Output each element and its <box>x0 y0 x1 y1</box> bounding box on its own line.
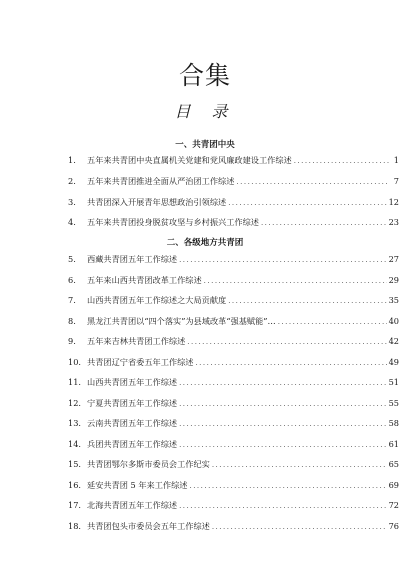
toc-entry-title: 延安共青团 5 年来工作综述 <box>87 480 188 490</box>
toc-entry-title: 黑龙江共青团以“四个落实”为县域改革“强基赋能”… <box>87 316 276 326</box>
toc-entry[interactable] <box>68 356 399 368</box>
toc-entry[interactable] <box>68 196 399 208</box>
toc-entry-number: 18. <box>68 521 82 531</box>
dot-leader <box>212 459 387 470</box>
dot-leader <box>179 439 387 450</box>
toc-entry-page: 69 <box>388 480 399 490</box>
toc-entry-page: 51 <box>388 377 399 387</box>
toc-entry-title: 兵团共青团五年工作综述 <box>87 439 178 449</box>
dot-leader <box>179 500 387 511</box>
toc-entry[interactable] <box>68 376 399 388</box>
toc-entry[interactable] <box>68 438 399 450</box>
toc-entry[interactable] <box>68 335 399 347</box>
toc-entry[interactable] <box>68 175 399 187</box>
toc-entry-page: 42 <box>388 336 399 346</box>
toc-entry-page: 27 <box>388 254 399 264</box>
toc-entry-page: 55 <box>388 398 399 408</box>
toc-entry-number: 4. <box>68 217 76 227</box>
toc-entry[interactable] <box>68 499 399 511</box>
toc-entry[interactable] <box>68 154 399 166</box>
dot-leader <box>294 155 389 166</box>
toc-entry-title: 云南共青团五年工作综述 <box>87 418 178 428</box>
toc-entry-page: 61 <box>388 439 399 449</box>
toc-entry[interactable] <box>68 520 399 532</box>
toc-entry-number: 13. <box>68 418 82 428</box>
toc-entry[interactable] <box>68 417 399 429</box>
toc-entry-title: 北海共青团五年工作综述 <box>87 500 178 510</box>
toc-entry-page: 1 <box>393 155 399 165</box>
dot-leader <box>179 254 387 265</box>
toc-entry-title: 五年来共青团投身脱贫攻坚与乡村振兴工作综述 <box>87 217 259 227</box>
toc-entry-number: 11. <box>68 377 82 387</box>
section-heading-local: 二、各级地方共青团 <box>166 238 244 248</box>
toc-entry-number: 10. <box>68 357 82 367</box>
toc-entry-number: 5. <box>68 254 76 264</box>
toc-entry[interactable] <box>68 253 399 265</box>
toc-entry[interactable] <box>68 216 399 228</box>
toc-entry-title: 山西共青团五年工作综述 <box>87 377 178 387</box>
dot-leader <box>189 480 386 491</box>
dot-leader <box>179 398 387 409</box>
toc-entry-number: 7. <box>68 295 76 305</box>
toc-entry[interactable] <box>68 274 399 286</box>
toc-entry-number: 8. <box>68 316 76 326</box>
dot-leader <box>204 275 387 286</box>
toc-entry-page: 72 <box>388 500 399 510</box>
toc-entry-number: 9. <box>68 336 76 346</box>
dot-leader <box>278 316 387 327</box>
toc-entry-title: 山西共青团五年工作综述之大局贡献度 <box>87 295 227 305</box>
toc-entry-title: 共青团辽宁省委五年工作综述 <box>87 357 194 367</box>
toc-entry-title: 五年来共青团推进全面从严治团工作综述 <box>87 176 235 186</box>
dot-leader <box>187 336 386 347</box>
toc-entry-number: 1. <box>68 155 76 165</box>
toc-entry-page: 29 <box>388 275 399 285</box>
toc-entry-title: 西藏共青团五年工作综述 <box>87 254 178 264</box>
toc-entry-page: 12 <box>388 197 399 207</box>
toc-entry-number: 15. <box>68 459 82 469</box>
dot-leader <box>228 197 386 208</box>
toc-entry-title: 五年来共青团中央直属机关党建和党风廉政建设工作综述 <box>87 155 292 165</box>
toc-entry-number: 12. <box>68 398 82 408</box>
toc-entry-title: 五年来山西共青团改革工作综述 <box>87 275 202 285</box>
dot-leader <box>236 176 389 187</box>
toc-entry-page: 40 <box>388 316 399 326</box>
toc-entry-page: 35 <box>388 295 399 305</box>
toc-entry[interactable] <box>68 397 399 409</box>
toc-entry-number: 17. <box>68 500 82 510</box>
toc-entry-page: 7 <box>393 176 399 186</box>
toc-entry-number: 6. <box>68 275 76 285</box>
toc-heading: 目 录 <box>174 102 236 121</box>
toc-entry[interactable] <box>68 479 399 491</box>
toc-entry-title: 共青团深入开展青年思想政治引领综述 <box>87 197 227 207</box>
toc-entry-title: 五年来吉林共青团工作综述 <box>87 336 186 346</box>
section-heading-central: 一、共青团中央 <box>175 140 235 150</box>
toc-entry[interactable] <box>68 458 399 470</box>
toc-entry-number: 14. <box>68 439 82 449</box>
dot-leader <box>261 217 387 228</box>
toc-entry-page: 23 <box>388 217 399 227</box>
dot-leader <box>179 377 387 388</box>
toc-entry-number: 16. <box>68 480 82 490</box>
toc-entry-page: 65 <box>388 459 399 469</box>
toc-entry[interactable] <box>68 294 399 306</box>
dot-leader <box>179 418 387 429</box>
toc-entry[interactable] <box>68 315 399 327</box>
dot-leader <box>212 521 387 532</box>
toc-entry-page: 58 <box>388 418 399 428</box>
dot-leader <box>195 357 386 368</box>
toc-entry-title: 共青团包头市委员会五年工作综述 <box>87 521 210 531</box>
toc-entry-number: 2. <box>68 176 76 186</box>
toc-entry-title: 共青团鄂尔多斯市委员会工作纪实 <box>87 459 210 469</box>
toc-entry-number: 3. <box>68 197 76 207</box>
toc-entry-page: 49 <box>388 357 399 367</box>
document-title: 合集 <box>178 61 231 90</box>
dot-leader <box>228 295 386 306</box>
toc-entry-page: 76 <box>388 521 399 531</box>
toc-entry-title: 宁夏共青团五年工作综述 <box>87 398 178 408</box>
